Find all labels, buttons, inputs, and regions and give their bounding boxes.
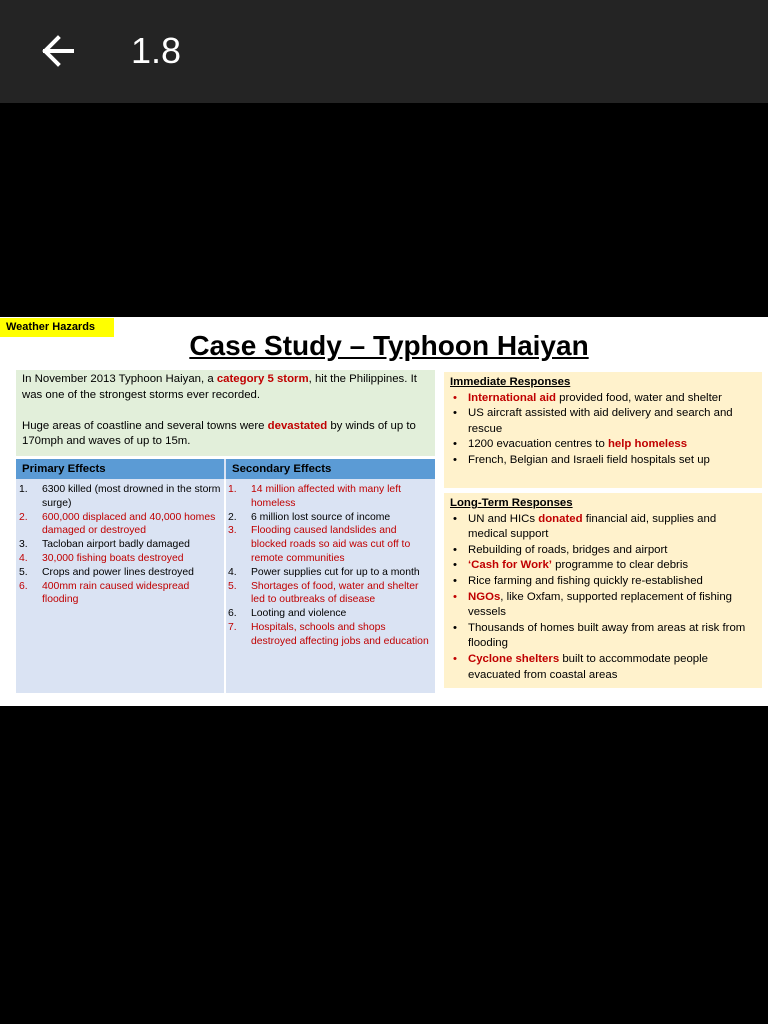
list-item: 1. 6300 killed (most drowned in the storm surge) (19, 484, 221, 509)
primary-effects-list (19, 483, 222, 607)
primary-effects-header: Primary Effects (16, 459, 224, 479)
responses-panel (444, 372, 762, 688)
slide-image (0, 317, 768, 706)
list-item: • UN and HICs donated financial aid, supplies and medical support (453, 512, 717, 541)
immediate-responses-box (444, 372, 762, 488)
effects-table (16, 459, 435, 693)
intro-paragraph-2: Huge areas of coastline and several towns were devastated by winds of up to 170mph and waves of up to 15m. (22, 419, 416, 447)
list-item: 6. Looting and violence (228, 608, 347, 620)
long-term-responses-box (444, 493, 762, 688)
list-item: • Rice farming and fishing quickly re-established (453, 574, 703, 587)
list-item: 4. 30,000 fishing boats destroyed (19, 552, 184, 564)
list-item: • US aircraft assisted with aid delivery and search and rescue (453, 407, 733, 435)
secondary-effects-list (228, 483, 433, 649)
list-item: • International aid provided food, water and shelter (453, 391, 722, 404)
list-item: 1. 14 million affected with many left homeless (228, 484, 401, 509)
long-term-responses-header: Long-Term Responses (450, 497, 573, 509)
secondary-effects-header: Secondary Effects (226, 459, 435, 479)
arrow-left-icon (38, 32, 76, 70)
slide-title: Case Study – Typhoon Haiyan (189, 330, 589, 361)
intro-box (16, 370, 435, 456)
list-item: • Cyclone shelters built to accommodate people evacuated from coastal areas (453, 652, 708, 681)
topic-tag: Weather Hazards (0, 318, 114, 337)
list-item: • French, Belgian and Israeli field hospitals set up (453, 453, 710, 466)
page-label: 1.8 (131, 30, 182, 71)
top-bar (0, 0, 768, 103)
list-item: 3. Flooding caused landslides and blocked roads so aid was cut off to remote communities (228, 525, 411, 564)
list-item: • NGOs, like Oxfam, supported replacement of fishing vessels (453, 590, 733, 619)
list-item: 3. Tacloban airport badly damaged (19, 539, 190, 551)
list-item: • ‘Cash for Work’ programme to clear debris (453, 559, 689, 572)
immediate-responses-header: Immediate Responses (450, 376, 571, 388)
list-item: • Rebuilding of roads, bridges and airport (453, 543, 668, 556)
intro-paragraph-1: In November 2013 Typhoon Haiyan, a category 5 storm, hit the Philippines. It was one of the strongest storms ever recorded. (22, 373, 417, 401)
list-item: 2. 6 million lost source of income (228, 511, 391, 523)
list-item: 6. 400mm rain caused widespread flooding (19, 580, 190, 606)
back-button[interactable] (36, 30, 78, 72)
list-item: 5. Shortages of food, water and shelter led to outbreaks of disease (228, 580, 419, 606)
list-item: • Thousands of homes built away from areas at risk from flooding (453, 621, 746, 650)
column-divider (224, 479, 226, 693)
list-item: 5. Crops and power lines destroyed (19, 566, 194, 578)
list-item: 2. 600,000 displaced and 40,000 homes damaged or destroyed (19, 511, 216, 537)
immediate-responses-list (450, 391, 756, 469)
long-term-responses-list (450, 512, 756, 684)
list-item: 7. Hospitals, schools and shops destroyed affecting jobs and education (228, 621, 429, 647)
list-item: 4. Power supplies cut for up to a month (228, 566, 420, 578)
list-item: • 1200 evacuation centres to help homeless (453, 438, 688, 451)
